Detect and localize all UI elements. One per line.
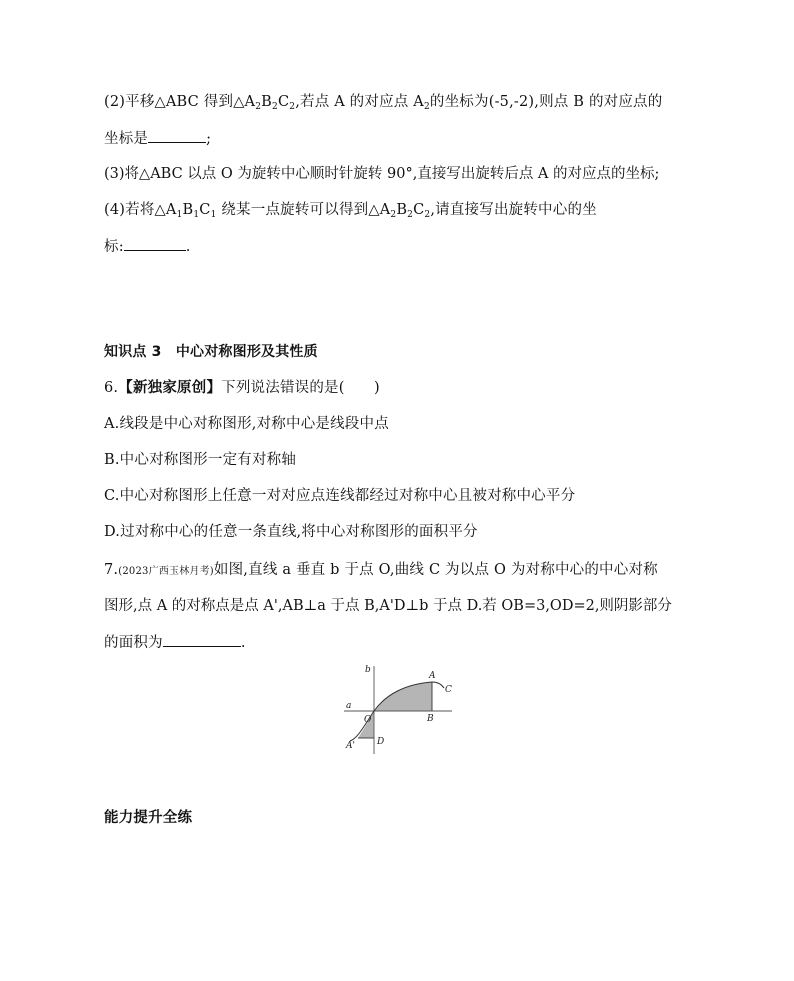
label-D: D xyxy=(377,737,385,747)
section-title: 知识点 3 中心对称图形及其性质 xyxy=(104,344,318,360)
q7-figure xyxy=(340,662,460,758)
q6-option-b: B.中心对称图形一定有对称轴 xyxy=(104,452,297,468)
label-B: B xyxy=(427,714,434,724)
label-a: a xyxy=(346,701,352,711)
label-A-prime: A' xyxy=(346,741,355,751)
q5-part4-line1: (4)若将$\triangle A_1B_1C_1$ 绕某一点旋转可以得到$\triangle A_2B_2C_2$,请直接写出旋转中心的坐 xyxy=(104,202,597,220)
q5-part4-line2: 标: . xyxy=(104,236,191,257)
shaded-region-right xyxy=(374,682,432,711)
q7-line1: 7.(2023广西玉林月考)如图,直线 a 垂直 b 于点 O,曲线 C 为以点 O 为对称中心的中心对称 xyxy=(104,562,658,578)
answer-blank[interactable] xyxy=(163,632,241,647)
q6-option-a: A.线段是中心对称图形,对称中心是线段中点 xyxy=(104,416,389,432)
next-section-title: 能力提升全练 xyxy=(104,810,193,826)
q5-part3: (3)将△ABC 以点 O 为旋转中心顺时针旋转 90°,直接写出旋转后点 A 的对应点的坐标; xyxy=(104,166,660,182)
q7-figure-svg xyxy=(340,662,460,758)
label-A: A xyxy=(429,671,436,681)
q7-line2: 图形,点 A 的对称点是点 A',AB⊥a 于点 B,A'D⊥b 于点 D.若 OB=3,OD=2,则阴影部分 xyxy=(104,598,672,614)
q5-part2-line1: (2)平移△ABC 得到$\triangle A_2B_2C_2$,若点 A 的对应点 $A_2$的坐标为(-5,-2),则点 B 的对应点的 xyxy=(104,94,663,112)
answer-blank[interactable] xyxy=(124,236,186,251)
q6-tag: 【新独家原创】 xyxy=(118,380,222,396)
q5-part2-line2: 坐标是 ; xyxy=(104,128,211,149)
q6-stem: 6.【新独家原创】下列说法错误的是( ) xyxy=(104,380,380,396)
q6-option-d: D.过对称中心的任意一条直线,将中心对称图形的面积平分 xyxy=(104,524,478,540)
label-o: O xyxy=(364,715,372,725)
q6-option-c: C.中心对称图形上任意一对对应点连线都经过对称中心且被对称中心平分 xyxy=(104,488,576,504)
q7-line3: 的面积为 . xyxy=(104,632,246,653)
label-b: b xyxy=(365,665,371,675)
answer-blank[interactable] xyxy=(148,128,206,143)
q7-source: (2023广西玉林月考) xyxy=(118,566,214,577)
label-C: C xyxy=(445,685,452,695)
